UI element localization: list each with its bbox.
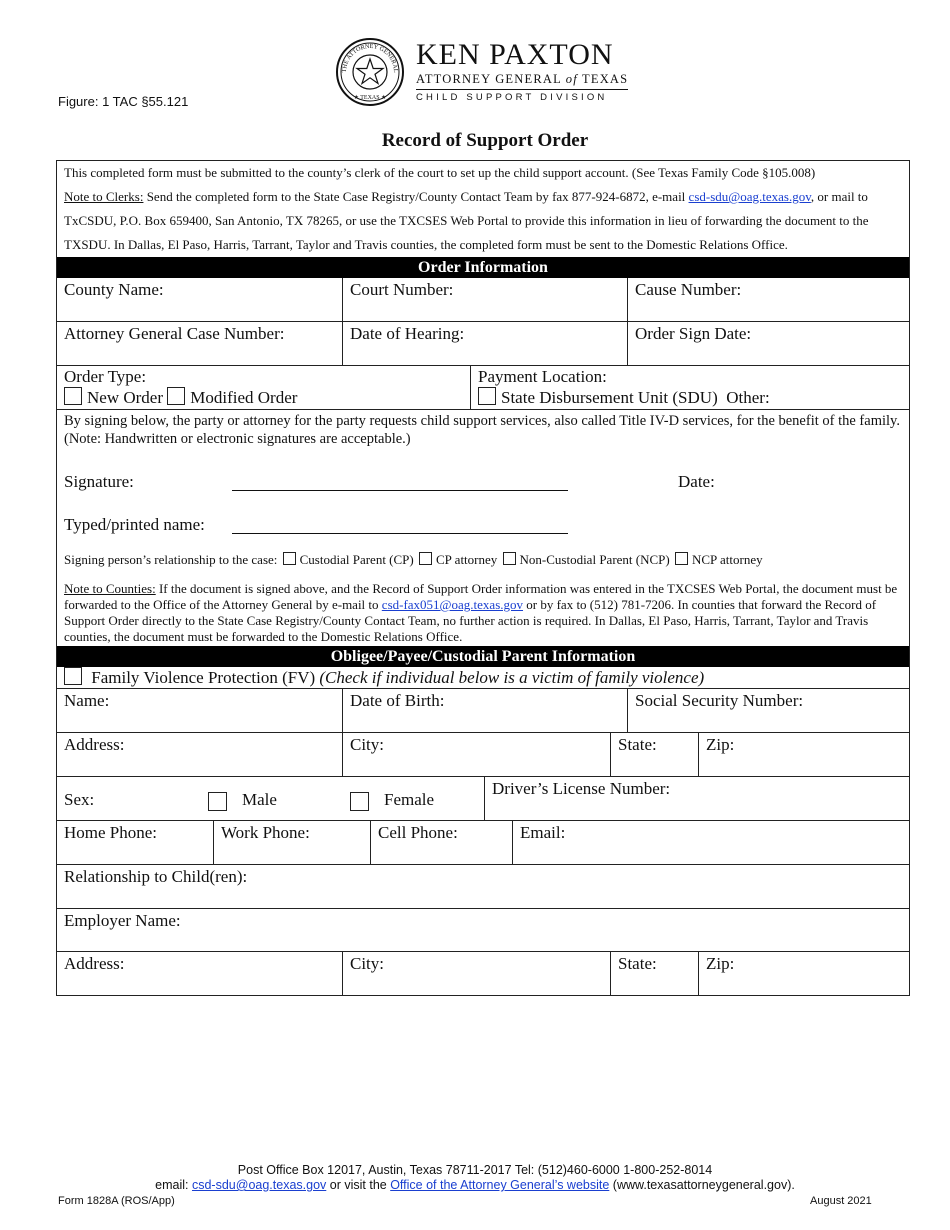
- employer-zip-field[interactable]: Zip:: [698, 952, 909, 995]
- obligee-heading: Obligee/Payee/Custodial Parent Information: [57, 646, 909, 667]
- cp-attorney-checkbox[interactable]: [419, 552, 432, 565]
- court-number-field[interactable]: Court Number:: [342, 278, 627, 321]
- relationship-to-children-field[interactable]: Relationship to Child(ren):: [64, 867, 248, 886]
- footer-email-link[interactable]: csd-sdu@oag.texas.gov: [191, 1178, 327, 1192]
- counties-note: Note to Counties: If the document is signed above, and the Record of Support Order information was entered in the TXCSES Web Portal, the document must be forwarded to the Office of the Attorney General by e-mail to csd-fax051@oag.texas.gov or by fax to (512) 781-7206. In counties that forward the Record of Support Order directly to the State Case Registry/County Contact Team, no further action is required. In Dallas, El Paso, Harris, Tarrant, Taylor and Travis counties, the document must be forwarded to the Domestic Relations Office.: [64, 581, 898, 644]
- typed-name-label: Typed/printed name:: [64, 515, 205, 534]
- footer-website-link[interactable]: Office of the Attorney General’s website: [390, 1178, 610, 1192]
- cause-number-field[interactable]: Cause Number:: [627, 278, 909, 321]
- modified-order-label: Modified Order: [190, 388, 298, 407]
- new-order-label: New Order: [87, 388, 163, 407]
- work-phone-field[interactable]: Work Phone:: [213, 821, 370, 864]
- obligee-zip-field[interactable]: Zip:: [698, 733, 909, 776]
- brand-block: [416, 40, 628, 103]
- female-checkbox[interactable]: [350, 792, 369, 811]
- footer-address: Post Office Box 12017, Austin, Texas 78711-2017 Tel: (512)460-6000 1-800-252-8014: [237, 1163, 713, 1177]
- date-of-hearing-field[interactable]: Date of Hearing:: [342, 322, 627, 365]
- signature-line[interactable]: [232, 490, 568, 491]
- sdu-label: State Disbursement Unit (SDU): [501, 388, 718, 407]
- obligee-city-field[interactable]: City:: [342, 733, 610, 776]
- order-type-group: [57, 366, 470, 409]
- new-order-checkbox[interactable]: [64, 387, 82, 405]
- payment-location-label: Payment Location:: [478, 367, 607, 386]
- brand-name: KEN PAXTON: [416, 38, 614, 71]
- svg-text:★ TEXAS ★: ★ TEXAS ★: [353, 95, 387, 101]
- male-label: Male: [242, 790, 277, 809]
- signature-label: Signature:: [64, 472, 134, 491]
- typed-name-line[interactable]: [232, 533, 568, 534]
- drivers-license-field[interactable]: Driver’s License Number:: [484, 777, 909, 820]
- footer-contact: [0, 1163, 950, 1193]
- sex-group: [57, 777, 484, 820]
- other-label[interactable]: Other:: [726, 388, 770, 407]
- employer-city-field[interactable]: City:: [342, 952, 610, 995]
- intro-line: This completed form must be submitted to the county’s clerk of the court to set up the child support account. (See Texas Family Code §105.008): [64, 165, 816, 180]
- employer-address-field[interactable]: Address:: [64, 954, 125, 973]
- ag-case-number-field[interactable]: Attorney General Case Number:: [64, 324, 285, 343]
- family-violence-row: Family Violence Protection (FV) (Check if individual below is a victim of family violence): [57, 667, 909, 688]
- date-label[interactable]: Date:: [678, 472, 715, 491]
- page-title: Record of Support Order: [381, 130, 589, 151]
- ncp-checkbox[interactable]: [503, 552, 516, 565]
- cp-checkbox[interactable]: [283, 552, 296, 565]
- male-checkbox[interactable]: [208, 792, 227, 811]
- brand-office: ATTORNEY GENERAL of TEXAS: [416, 72, 629, 86]
- obligee-name-field[interactable]: Name:: [64, 691, 110, 710]
- clerks-note: Note to Clerks: Send the completed form to the State Case Registry/County Contact Team by fax 877-924-6872, e-mail csd-sdu@oag.texas.gov, or mail to TxCSDU, P.O. Box 659400, San Antonio, TX 78265, or use the TXCSES Web Portal to provide this information in lieu of forwarding the document to the TXSDU. In Dallas, El Paso, Harris, Tarrant, Taylor and Travis counties, the completed form must be sent to the Domestic Relations Office.: [64, 189, 869, 252]
- order-sign-date-field[interactable]: Order Sign Date:: [627, 322, 909, 365]
- form-date: August 2021: [810, 1195, 872, 1207]
- home-phone-field[interactable]: Home Phone:: [64, 823, 158, 842]
- clerks-email-link[interactable]: csd-sdu@oag.texas.gov: [688, 189, 811, 204]
- sex-label: Sex:: [64, 790, 95, 809]
- brand-division: CHILD SUPPORT DIVISION: [416, 89, 628, 103]
- order-information-heading: Order Information: [57, 257, 909, 278]
- intro-text: [57, 161, 909, 257]
- texas-seal-logo: [335, 37, 405, 107]
- email-field[interactable]: Email:: [512, 821, 909, 864]
- family-violence-checkbox[interactable]: [64, 667, 82, 685]
- female-label: Female: [384, 790, 435, 809]
- relationship-options: Signing person’s relationship to the case: Custodial Parent (CP) CP attorney Non-Custodial Parent (NCP) NCP attorney: [64, 552, 763, 567]
- order-type-label: Order Type:: [64, 367, 147, 386]
- svg-text:THE ATTORNEY GENERAL: THE ATTORNEY GENERAL: [340, 42, 400, 73]
- cell-phone-field[interactable]: Cell Phone:: [370, 821, 512, 864]
- footer-links: email: csd-sdu@oag.texas.gov or visit the Office of the Attorney General’s website (www.texasattorneygeneral.gov).: [155, 1178, 795, 1192]
- employer-state-field[interactable]: State:: [610, 952, 698, 995]
- obligee-ssn-field[interactable]: Social Security Number:: [627, 689, 909, 732]
- employer-name-field[interactable]: Employer Name:: [64, 911, 181, 930]
- form-frame: [56, 160, 910, 996]
- obligee-dob-field[interactable]: Date of Birth:: [342, 689, 627, 732]
- obligee-address-field[interactable]: Address:: [64, 735, 125, 754]
- form-id: Form 1828A (ROS/App): [58, 1195, 175, 1207]
- sdu-checkbox[interactable]: [478, 387, 496, 405]
- county-name-field[interactable]: County Name:: [64, 280, 164, 299]
- ncp-attorney-checkbox[interactable]: [675, 552, 688, 565]
- consent-text: By signing below, the party or attorney for the party requests child support services, also called Title IV-D services, for the benefit of the family. (Note: Handwritten or electronic signatures are acceptable.): [64, 413, 900, 447]
- modified-order-checkbox[interactable]: [167, 387, 185, 405]
- figure-reference: Figure: 1 TAC §55.121: [58, 94, 189, 109]
- payment-location-group: [470, 366, 909, 409]
- obligee-state-field[interactable]: State:: [610, 733, 698, 776]
- counties-email-link[interactable]: csd-fax051@oag.texas.gov: [381, 597, 524, 612]
